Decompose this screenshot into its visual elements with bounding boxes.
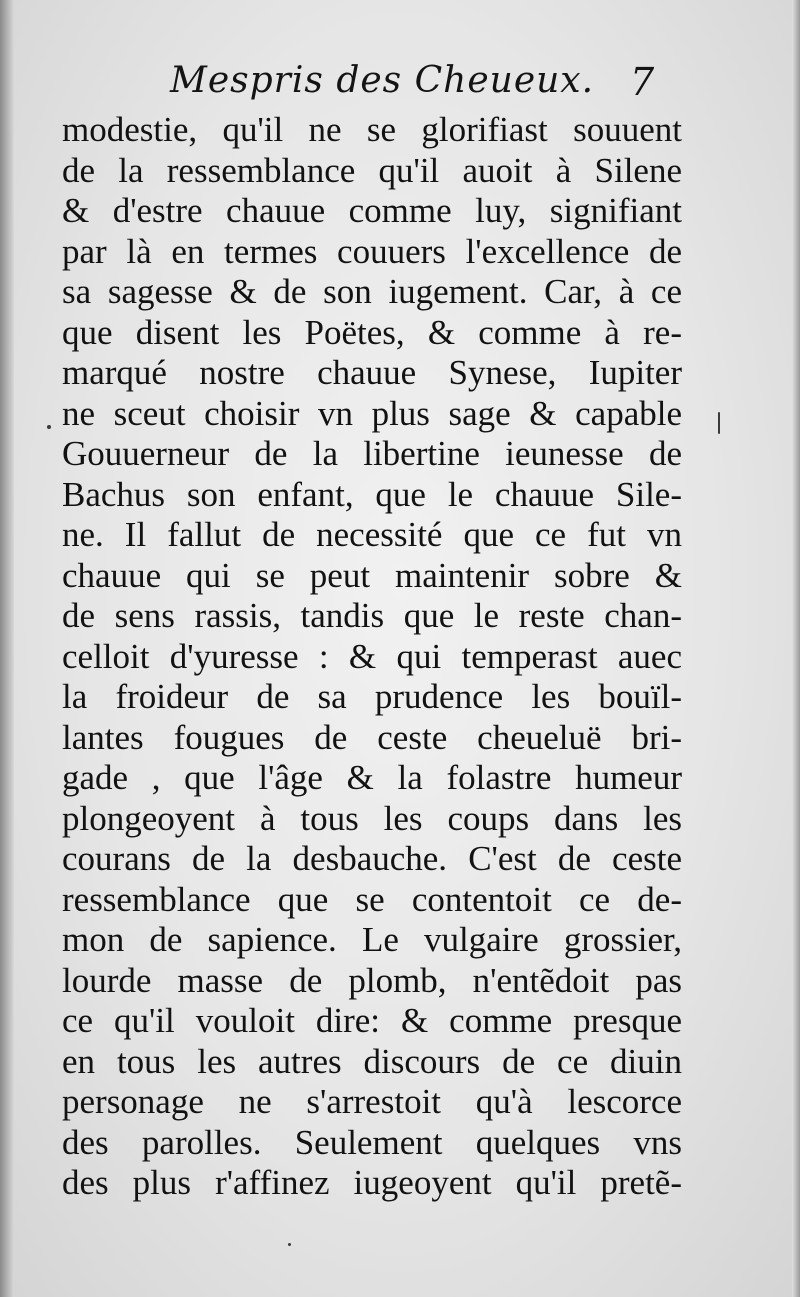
text-line: courans de la desbauche. C'est de ceste bbox=[62, 839, 682, 878]
ink-speck bbox=[288, 1243, 291, 1246]
text-line: des parolles. Seulement quelques vns bbox=[62, 1122, 682, 1162]
text-line: marqué nostre chauue Synese, Iupiter bbox=[62, 353, 682, 392]
text-line: la froideur de sa prudence les bouïl- bbox=[62, 677, 682, 716]
text-line: personage ne s'arrestoit qu'à lescorce bbox=[62, 1082, 682, 1121]
text-line: ne sceut choisir vn plus sage & capable bbox=[62, 393, 682, 433]
text-line: Gouuerneur de la libertine ieunesse de bbox=[62, 434, 682, 473]
text-line: chauue qui se peut maintenir sobre & bbox=[62, 555, 682, 595]
text-line: gade , que l'âge & la folastre humeur bbox=[62, 758, 682, 797]
text-line: celloit d'yuresse : & qui temperast auec bbox=[62, 636, 682, 676]
text-line: lourde masse de plomb, n'entẽdoit pas bbox=[62, 960, 682, 1000]
text-line: de sens rassis, tandis que le reste chan- bbox=[62, 596, 682, 635]
text-line: des plus r'affinez iugeoyent qu'il pretẽ- bbox=[62, 1163, 682, 1202]
ink-speck bbox=[47, 425, 51, 429]
text-line: par là en termes couuers l'excellence de bbox=[62, 231, 682, 271]
text-line: Bachus son enfant, que le chauue Sile- bbox=[62, 474, 682, 514]
text-line: en tous les autres discours de ce diuin bbox=[62, 1041, 682, 1081]
text-line: sa sagesse & de son iugement. Car, à ce bbox=[62, 272, 682, 311]
text-line: ne. Il fallut de necessité que ce fut vn bbox=[62, 515, 682, 554]
text-line: ce qu'il vouloit dire: & comme presque bbox=[62, 1001, 682, 1040]
page-left-edge bbox=[0, 0, 14, 1297]
text-line: & d'estre chauue comme luy, signifiant bbox=[62, 191, 682, 230]
text-line: lantes fougues de ceste cheueluë bri- bbox=[62, 717, 682, 757]
page-number: 7 bbox=[630, 60, 655, 104]
text-line: de la ressemblance qu'il auoit à Silene bbox=[62, 150, 682, 190]
text-line: plongeoyent à tous les coups dans les bbox=[62, 798, 682, 838]
ink-speck bbox=[718, 412, 720, 434]
text-line: mon de sapience. Le vulgaire grossier, bbox=[62, 920, 682, 959]
running-title: Mespris des Cheueux. bbox=[170, 60, 595, 101]
body-text bbox=[62, 110, 682, 1204]
page-right-edge bbox=[792, 0, 800, 1297]
text-line: modestie, qu'il ne se glorifiast souuent bbox=[62, 110, 682, 149]
text-line: que disent les Poëtes, & comme à re- bbox=[62, 312, 682, 352]
text-line: ressemblance que se contentoit ce de- bbox=[62, 879, 682, 919]
